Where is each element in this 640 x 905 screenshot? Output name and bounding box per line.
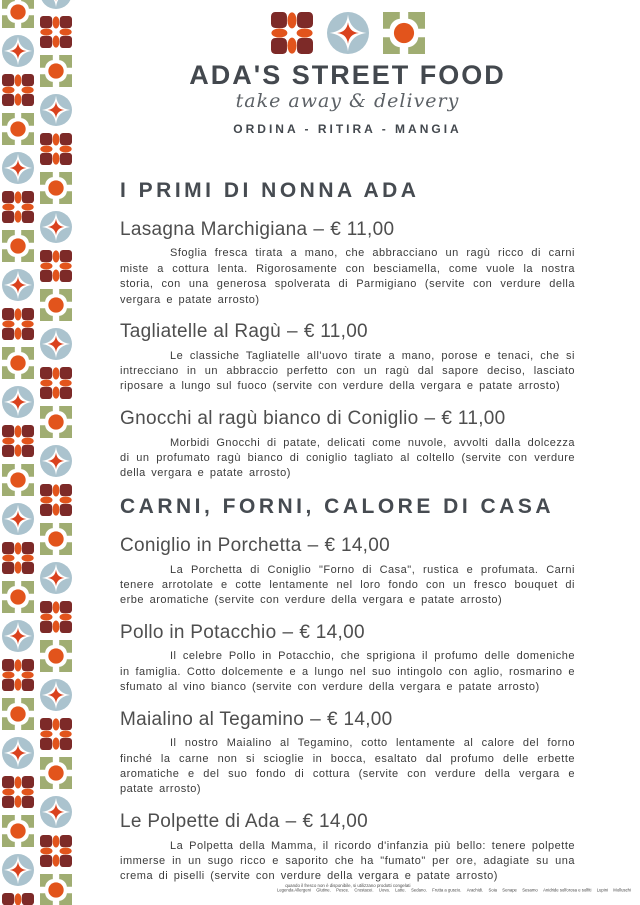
allergen-label: Sedano. [411, 888, 427, 893]
allergen-label: Molluschi [613, 888, 631, 893]
brand-subtitle-script: take away & delivery [235, 89, 460, 112]
menu-item-title [120, 810, 575, 835]
allergen-label: Crostacei. [354, 888, 374, 893]
allergen-label: Lupini [596, 888, 609, 893]
price-separator: – [313, 218, 325, 240]
menu-content [120, 0, 575, 897]
allergen-label: Latte. [395, 888, 406, 893]
frozen-products-note: quando il fresco non è disponibile, si utilizzano prodotti congelati [284, 883, 411, 888]
menu-item-title [120, 534, 575, 559]
allergen-label: Glutine. [316, 888, 331, 893]
dish-price: € 11,00 [303, 320, 368, 342]
price-separator: – [424, 407, 436, 429]
price-separator: – [286, 320, 298, 342]
allergen-label: Pesce. [336, 888, 350, 893]
allergen-label: Arachidi. [466, 888, 484, 893]
price-separator: – [282, 621, 294, 643]
quatrefoil-flower-icon [271, 12, 313, 54]
brand-title: ADA'S STREET FOOD [189, 60, 506, 90]
allergen-label: Frutta a guscio. [432, 888, 462, 893]
menu [120, 178, 575, 885]
menu-item [120, 708, 575, 798]
allergen-label: Legenda Allergeni [276, 888, 311, 893]
fineprint-footer [120, 879, 631, 897]
dish-name: Lasagna Marchigiana [120, 218, 308, 240]
brand-tagline: ORDINA - RITIRA - MANGIA [233, 121, 462, 136]
allergen-label: Senape [502, 888, 517, 893]
dish-name: Pollo in Potacchio [120, 621, 277, 643]
section-carni [120, 494, 575, 885]
price-separator: – [307, 534, 319, 556]
dish-price: € 11,00 [441, 407, 506, 429]
menu-item [120, 810, 575, 885]
price-separator: – [310, 708, 322, 730]
menu-item-description: Le classiche Tagliatelle all'uovo tirate a mano, porose e tenaci, che si intrecciano in un abbraccio perfetto con un ragù dal sapore deciso, lasciato riposare a lungo sul fuoco (servite con verdure della vergara e patate arrosto) [120, 349, 575, 393]
section-primi [120, 178, 575, 482]
menu-item-description: La Polpetta della Mamma, il ricordo d'infanzia più bello: tenere polpette immerse in un sugo ricco e saporito che ha "fumato" per ore, adagiate su una crema di piselli (servite con verdure della vergara e patate arrosto) [120, 839, 575, 883]
allergen-legend [277, 888, 631, 893]
menu-item-description: Il nostro Maialino al Tegamino, cotto lentamente al calore del forno finché la carne non si scioglie in bocca, esaltato dal profumo delle erbette aromatiche e del suo fondo di cottura (servite con verdure della vergara e patate arrosto) [120, 737, 575, 796]
dish-name: Coniglio in Porchetta [120, 534, 302, 556]
logo-icons [120, 12, 575, 54]
dish-name: Maialino al Tegamino [120, 708, 305, 730]
menu-item [120, 407, 575, 482]
dish-price: € 14,00 [324, 534, 390, 556]
section-heading: I PRIMI DI NONNA ADA [120, 178, 420, 202]
menu-item [120, 218, 575, 308]
menu-item-description: Il celebre Pollo in Potacchio, che sprigiona il profumo delle domeniche in famiglia. Cotto dolcemente e a lungo nel suo intingolo con aglio, rosmarino e sfumato al vino bianco (servite con verdure della vergara e patate arrosto) [120, 650, 575, 694]
brand-logo [120, 0, 575, 136]
price-separator: – [285, 810, 297, 832]
menu-item [120, 621, 575, 696]
menu-item-description: La Porchetta di Coniglio "Forno di Casa", rustica e profumata. Carni tenere arrotolate e cotte lentamente nel loro fondo con un fresco bouquet di erbe aromatiche (servite con verdure della vergara e patate arrosto) [120, 563, 575, 607]
allergen-label: Anidride solforosa e solfiti [543, 888, 592, 893]
allergen-label: Sesamo [522, 888, 538, 893]
dish-name: Gnocchi al ragù bianco di Coniglio [120, 407, 419, 429]
section-heading: CARNI, FORNI, CALORE DI CASA [120, 494, 554, 518]
menu-item-title [120, 320, 575, 345]
menu-item-title [120, 407, 575, 432]
dot-corners-icon [383, 12, 425, 54]
menu-item-title [120, 218, 575, 243]
decorative-border-pattern [0, 0, 76, 905]
allergen-label: Uova. [378, 888, 390, 893]
menu-item-title [120, 708, 575, 733]
dish-price: € 11,00 [330, 218, 395, 240]
menu-item-description: Sfoglia fresca tirata a mano, che abbracciano un ragù ricco di carni miste a cottura lenta. Rigorosamente con besciamella, come vuole la nostra storia, con una generosa spolverata di Parmigiano (servite con verdure della vergara e patate arrosto) [120, 247, 575, 306]
menu-item-title [120, 621, 575, 646]
allergen-label: Soia [488, 888, 497, 893]
dish-name: Le Polpette di Ada [120, 810, 280, 832]
dish-price: € 14,00 [327, 708, 393, 730]
menu-item [120, 534, 575, 609]
star-circle-icon [327, 12, 369, 54]
menu-item-description: Morbidi Gnocchi di patate, delicati come nuvole, avvolti dalla dolcezza di un profumato ragù bianco di coniglio tagliato al coltello (servite con verdure della vergara e patate arrosto) [120, 436, 575, 480]
dish-name: Tagliatelle al Ragù [120, 320, 281, 342]
dish-price: € 14,00 [299, 621, 365, 643]
dish-price: € 14,00 [302, 810, 369, 832]
menu-item [120, 320, 575, 395]
